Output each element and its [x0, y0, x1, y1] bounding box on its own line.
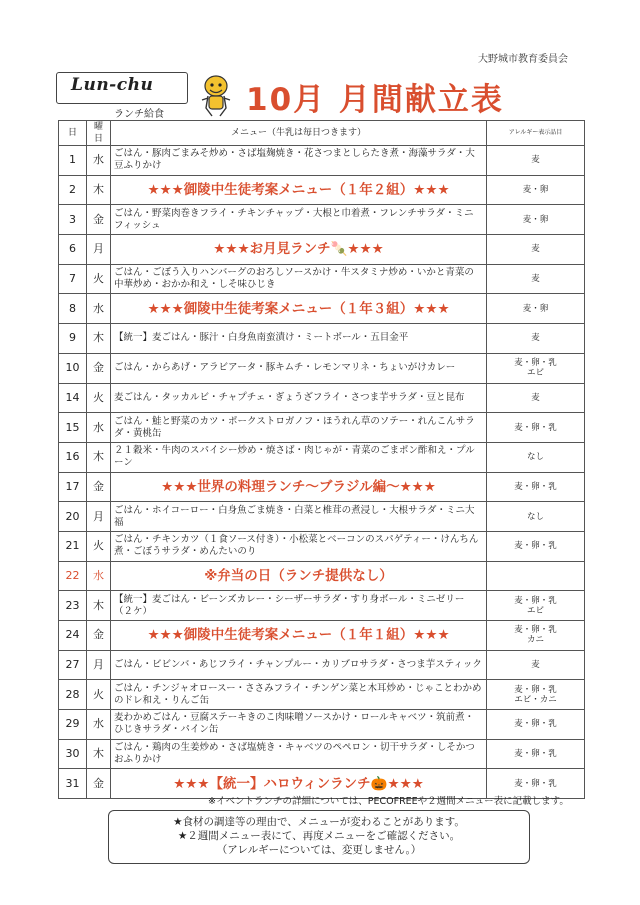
weekday-cell: 金	[87, 353, 111, 383]
allergy-cell: 麦・卵・乳	[487, 710, 585, 740]
weekday-cell: 火	[87, 383, 111, 413]
allergy-cell: 麦・卵	[487, 175, 585, 205]
table-row	[59, 146, 585, 176]
table-row	[59, 680, 585, 710]
table-row	[59, 235, 585, 265]
weekday-cell: 水	[87, 561, 111, 591]
weekday-cell: 火	[87, 531, 111, 561]
day-cell: 24	[59, 621, 87, 651]
table-row	[59, 264, 585, 294]
table-header-row	[59, 121, 585, 146]
allergy-cell: なし	[487, 442, 585, 472]
header-weekday: 曜日	[87, 121, 111, 146]
allergy-cell: 麦	[487, 650, 585, 680]
organization-name: 大野城市教育委員会	[478, 54, 568, 65]
weekday-cell: 木	[87, 175, 111, 205]
weekday-cell: 木	[87, 442, 111, 472]
weekday-cell: 水	[87, 413, 111, 443]
allergy-cell: 麦	[487, 383, 585, 413]
day-cell: 6	[59, 235, 87, 265]
notice-box	[108, 810, 530, 864]
menu-cell: ごはん・鮭と野菜のカツ・ポークストロガノフ・ほうれん草のソテー・れんこんサラダ・黄桃缶	[111, 413, 487, 443]
allergy-cell: 麦・卵・乳 エビ	[487, 353, 585, 383]
menu-cell: 麦ごはん・タッカルビ・チャプチェ・ぎょうざフライ・さつま芋サラダ・豆と昆布	[111, 383, 487, 413]
special-event-cell: ★★★世界の料理ランチ～ブラジル編～★★★	[111, 472, 487, 502]
day-cell: 28	[59, 680, 87, 710]
day-cell: 21	[59, 531, 87, 561]
weekday-cell: 金	[87, 472, 111, 502]
weekday-cell: 火	[87, 680, 111, 710]
allergy-cell: 麦	[487, 324, 585, 354]
menu-cell: ごはん・ごぼう入りハンバーグのおろしソースかけ・牛スタミナ炒め・いかと青菜の中華炒め・おかか和え・しそ味ひじき	[111, 264, 487, 294]
weekday-cell: 金	[87, 621, 111, 651]
day-cell: 1	[59, 146, 87, 176]
weekday-cell: 月	[87, 235, 111, 265]
weekday-cell: 水	[87, 146, 111, 176]
table-row	[59, 442, 585, 472]
table-row	[59, 502, 585, 532]
header-allergy: アレルギー表示品目	[487, 121, 585, 146]
menu-table	[58, 120, 585, 799]
day-cell: 10	[59, 353, 87, 383]
mascot-icon	[196, 72, 236, 120]
day-cell: 23	[59, 591, 87, 621]
day-cell: 2	[59, 175, 87, 205]
table-row	[59, 739, 585, 769]
event-note: ※イベントランチの詳細については、PECOFREEや２週間メニュー表に記載します。	[208, 796, 569, 807]
day-cell: 3	[59, 205, 87, 235]
allergy-cell	[487, 561, 585, 591]
table-row	[59, 175, 585, 205]
notice-line: ★食材の調達等の理由で、メニューが変わることがあります。	[173, 816, 465, 828]
day-cell: 7	[59, 264, 87, 294]
special-event-cell: ※弁当の日（ランチ提供なし）	[111, 561, 487, 591]
table-row	[59, 561, 585, 591]
allergy-cell: 麦	[487, 235, 585, 265]
special-event-cell: ★★★御陵中生徒考案メニュー（１年１組）★★★	[111, 621, 487, 651]
allergy-cell: 麦・卵	[487, 294, 585, 324]
day-cell: 17	[59, 472, 87, 502]
page-title: 10月 月間献立表	[246, 82, 504, 118]
special-event-cell: ★★★【統一】ハロウィンランチ🎃★★★	[111, 769, 487, 799]
header-day: 日	[59, 121, 87, 146]
day-cell: 29	[59, 710, 87, 740]
weekday-cell: 金	[87, 769, 111, 799]
menu-cell: ２１穀米・牛肉のスパイシー炒め・焼さば・肉じゃが・青菜のごまポン酢和え・プルーン	[111, 442, 487, 472]
weekday-cell: 木	[87, 591, 111, 621]
allergy-cell: 麦・卵・乳	[487, 413, 585, 443]
menu-cell: ごはん・豚肉ごまみそ炒め・さば塩麹焼き・花さつまとしらたき煮・海藻サラダ・大豆ふりかけ	[111, 146, 487, 176]
table-row	[59, 324, 585, 354]
day-cell: 16	[59, 442, 87, 472]
weekday-cell: 水	[87, 294, 111, 324]
menu-cell: 麦わかめごはん・豆腐ステーキきのこ肉味噌ソースかけ・ロールキャベツ・筑前煮・ひじきサラダ・パイン缶	[111, 710, 487, 740]
allergy-cell: なし	[487, 502, 585, 532]
allergy-cell: 麦・卵・乳	[487, 531, 585, 561]
day-cell: 9	[59, 324, 87, 354]
table-row	[59, 294, 585, 324]
day-cell: 14	[59, 383, 87, 413]
allergy-cell: 麦	[487, 146, 585, 176]
menu-cell: ごはん・ホイコーロー・白身魚ごま焼き・白菜と椎茸の煮浸し・大根サラダ・ミニ大福	[111, 502, 487, 532]
table-row	[59, 383, 585, 413]
day-cell: 15	[59, 413, 87, 443]
allergy-cell: 麦・卵・乳 カニ	[487, 621, 585, 651]
allergy-cell: 麦・卵・乳	[487, 769, 585, 799]
table-row	[59, 353, 585, 383]
special-event-cell: ★★★御陵中生徒考案メニュー（１年２組）★★★	[111, 175, 487, 205]
day-cell: 31	[59, 769, 87, 799]
menu-cell: ごはん・ビビンバ・あじフライ・チャンプルー・カリブロサラダ・さつま芋スティック	[111, 650, 487, 680]
table-row	[59, 710, 585, 740]
day-cell: 27	[59, 650, 87, 680]
header-menu: メニュー（牛乳は毎日つきます）	[111, 121, 487, 146]
weekday-cell: 木	[87, 324, 111, 354]
day-cell: 20	[59, 502, 87, 532]
weekday-cell: 木	[87, 739, 111, 769]
lunchu-logo	[56, 72, 188, 120]
menu-cell: 【統一】麦ごはん・豚汁・白身魚南蛮漬け・ミートボール・五目金平	[111, 324, 487, 354]
menu-cell: ごはん・からあげ・アラビアータ・豚キムチ・レモンマリネ・ちょいがけカレー	[111, 353, 487, 383]
allergy-cell: 麦・卵・乳 エビ	[487, 591, 585, 621]
notice-line: （アレルギーについては、変更しません。）	[216, 844, 422, 856]
day-cell: 8	[59, 294, 87, 324]
menu-cell: ごはん・鶏肉の生姜炒め・さば塩焼き・キャベツのペペロン・切干サラダ・しそかつおふりかけ	[111, 739, 487, 769]
day-cell: 30	[59, 739, 87, 769]
notice-line: ★２週間メニュー表にて、再度メニューをご確認ください。	[177, 830, 461, 842]
menu-cell: ごはん・チキンカツ（１食ソース付き）・小松菜とベーコンのスパゲティー・けんちん煮・ごぼうサラダ・めんたいのり	[111, 531, 487, 561]
weekday-cell: 火	[87, 264, 111, 294]
table-row	[59, 650, 585, 680]
allergy-cell: 麦・卵・乳	[487, 472, 585, 502]
logo-text: Lun-chu	[71, 75, 154, 95]
table-row	[59, 591, 585, 621]
allergy-cell: 麦・卵・乳	[487, 739, 585, 769]
weekday-cell: 月	[87, 650, 111, 680]
weekday-cell: 月	[87, 502, 111, 532]
logo-subtitle: ランチ給食	[114, 109, 164, 120]
menu-cell: ごはん・野菜肉巻きフライ・チキンチャップ・大根と巾着煮・フレンチサラダ・ミニフィッシュ	[111, 205, 487, 235]
day-cell: 22	[59, 561, 87, 591]
table-row	[59, 472, 585, 502]
table-row	[59, 531, 585, 561]
allergy-cell: 麦・卵・乳 エビ・カニ	[487, 680, 585, 710]
weekday-cell: 水	[87, 710, 111, 740]
special-event-cell: ★★★お月見ランチ🍡★★★	[111, 235, 487, 265]
menu-cell: ごはん・チンジャオロースー・ささみフライ・チンゲン菜と木耳炒め・じゃことわかめのドレ和え・りんご缶	[111, 680, 487, 710]
special-event-cell: ★★★御陵中生徒考案メニュー（１年３組）★★★	[111, 294, 487, 324]
allergy-cell: 麦・卵	[487, 205, 585, 235]
table-body	[59, 146, 585, 799]
table-row	[59, 621, 585, 651]
weekday-cell: 金	[87, 205, 111, 235]
menu-cell: 【統一】麦ごはん・ビーンズカレー・シーザーサラダ・すり身ボール・ミニゼリー（２ケ）	[111, 591, 487, 621]
allergy-cell: 麦	[487, 264, 585, 294]
table-row	[59, 413, 585, 443]
logo-frame	[56, 72, 188, 104]
table-row	[59, 205, 585, 235]
